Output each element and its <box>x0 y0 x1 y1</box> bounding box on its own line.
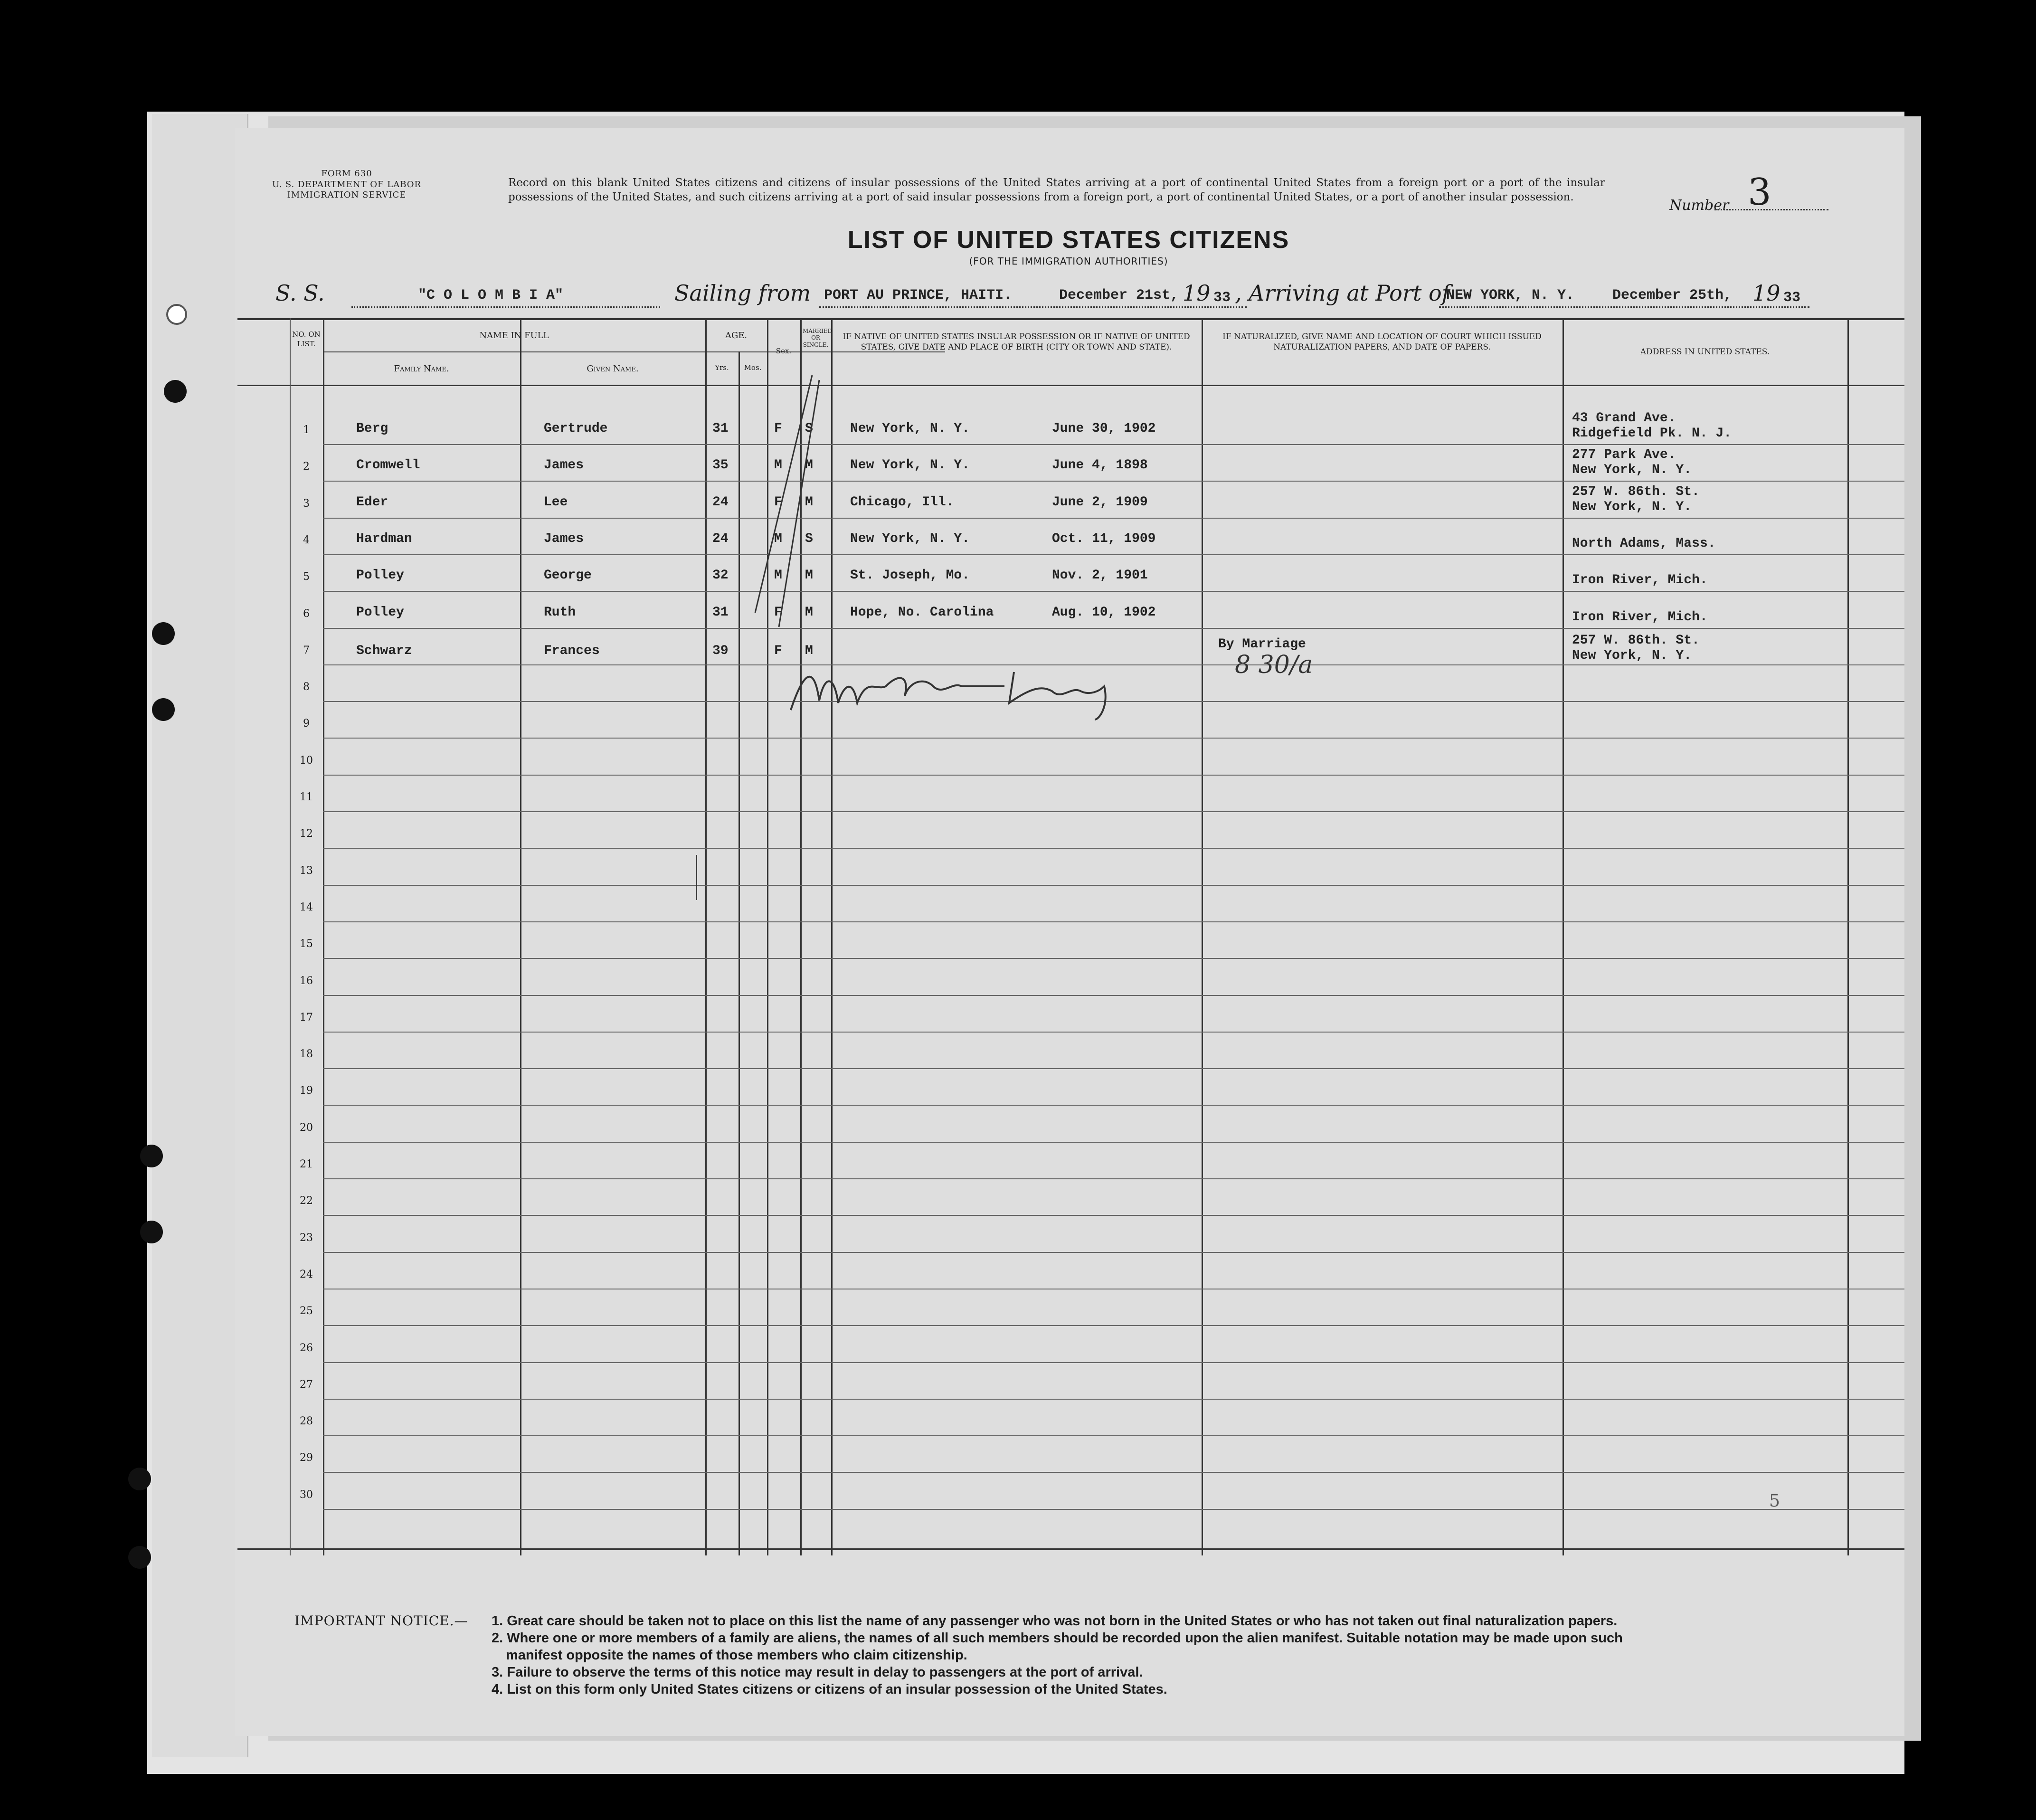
address-line1-cell: 43 Grand Ave. <box>1572 411 1676 426</box>
row-rule <box>323 1178 1904 1179</box>
birth-place-cell: New York, N. Y. <box>850 421 970 436</box>
given-name-cell: George <box>544 568 592 583</box>
row-number: 21 <box>300 1158 313 1170</box>
row-number: 17 <box>300 1011 313 1024</box>
ship-name: "C O L O M B I A" <box>418 287 564 303</box>
row-number: 22 <box>300 1195 313 1207</box>
row-number: 18 <box>300 1048 313 1061</box>
row-rule <box>323 1252 1904 1253</box>
sail-year-prefix: 19 <box>1183 280 1211 306</box>
given-name-cell: James <box>544 531 584 546</box>
page-subtitle: (FOR THE IMMIGRATION AUTHORITIES) <box>969 256 1168 267</box>
col-birth: IF NATIVE OF UNITED STATES INSULAR POSSESSION OR IF NATIVE OF UNITED STATES, GIVE DATE AND PLACE OF BIRTH (CITY OR TOWN AND STATE). <box>843 332 1190 352</box>
table-bottom-rule <box>237 1548 1904 1550</box>
marital-status-cell: M <box>805 643 813 658</box>
column-line <box>323 318 324 1555</box>
sail-year: 33 <box>1213 290 1231 306</box>
row-number: 6 <box>303 607 310 620</box>
address-line1-cell: 277 Park Ave. <box>1572 447 1676 463</box>
row-rule <box>323 1325 1904 1326</box>
address-line2-cell: North Adams, Mass. <box>1572 536 1716 551</box>
birth-date-cell: June 2, 1909 <box>1052 494 1148 510</box>
row-number: 10 <box>300 754 313 767</box>
row-number: 16 <box>300 975 313 987</box>
family-name-cell: Polley <box>356 568 404 583</box>
row-number: 26 <box>300 1342 313 1354</box>
row-number: 13 <box>300 864 313 877</box>
tally-marks <box>736 375 822 632</box>
row-number: 3 <box>303 497 310 510</box>
row-rule <box>323 1435 1904 1436</box>
row-rule <box>323 554 1904 555</box>
given-name-cell: Frances <box>544 643 600 658</box>
age-years-cell: 31 <box>712 421 729 436</box>
family-name-cell: Eder <box>356 494 388 510</box>
sailing-label: Sailing from <box>674 280 811 306</box>
row-number: 2 <box>303 461 310 473</box>
number-underline <box>1714 209 1828 210</box>
punch-hole-icon <box>140 1145 163 1167</box>
number-label: Number <box>1669 197 1729 214</box>
punch-hole-icon <box>152 698 175 721</box>
row-number: 1 <box>303 424 310 436</box>
address-line2-cell: Iron River, Mich. <box>1572 609 1708 625</box>
row-number: 14 <box>300 901 313 913</box>
notice-item: 3. Failure to observe the terms of this notice may result in delay to passengers at the port of arrival. <box>492 1665 1143 1680</box>
birth-place-cell: New York, N. Y. <box>850 531 970 546</box>
column-line <box>1563 318 1564 1555</box>
inspector-signature <box>786 658 1194 726</box>
side-sheet <box>152 114 248 1757</box>
column-line <box>1847 318 1849 1555</box>
row-rule <box>323 1215 1904 1216</box>
signature-icon <box>786 658 1194 724</box>
address-line2-cell: Iron River, Mich. <box>1572 573 1708 588</box>
col-given-name: Given Name. <box>587 364 639 374</box>
passenger-table <box>237 318 1904 1555</box>
row-number: 15 <box>300 938 313 950</box>
marital-status-cell: S <box>805 531 813 546</box>
row-rule <box>323 1399 1904 1400</box>
row-number: 23 <box>300 1232 313 1244</box>
page-title: LIST OF UNITED STATES CITIZENS <box>847 226 1290 254</box>
row-number: 8 <box>303 681 310 693</box>
punch-hole-icon <box>152 622 175 645</box>
form-identifier <box>271 169 423 201</box>
col-no: NO. ON LIST. <box>292 330 321 348</box>
row-rule <box>323 885 1904 886</box>
age-years-cell: 32 <box>712 568 729 583</box>
punch-hole-icon <box>128 1546 151 1569</box>
given-name-cell: Gertrude <box>544 421 608 436</box>
family-name-cell: Polley <box>356 605 404 620</box>
row-rule <box>323 1509 1904 1510</box>
birth-date-cell: June 30, 1902 <box>1052 421 1156 436</box>
col-address: ADDRESS IN UNITED STATES. <box>1640 347 1770 357</box>
row-number: 11 <box>300 791 313 803</box>
naturalized-cell: By Marriage <box>1218 636 1306 652</box>
arriving-label: , Arriving at Port of <box>1235 280 1450 306</box>
sex-cell: F <box>774 605 782 620</box>
table-top-rule <box>237 318 1904 320</box>
given-name-cell: Lee <box>544 494 568 510</box>
notice-item: manifest opposite the names of those members who claim citizenship. <box>506 1648 967 1663</box>
col-family-name: Family Name. <box>394 364 449 374</box>
row-rule <box>323 738 1904 739</box>
marital-status-cell: M <box>805 458 813 473</box>
row-rule <box>323 1068 1904 1069</box>
form-number: FORM 630 <box>321 169 372 179</box>
row-rule <box>323 1032 1904 1033</box>
row-rule <box>323 628 1904 629</box>
notice-item: 4. List on this form only United States citizens or citizens of an insular possession of the United States. <box>492 1682 1167 1697</box>
row-number: 25 <box>300 1305 313 1318</box>
punch-hole-icon <box>140 1221 163 1243</box>
row-rule <box>323 848 1904 849</box>
family-name-cell: Cromwell <box>356 458 420 473</box>
row-rule <box>323 518 1904 519</box>
address-line2-cell: Ridgefield Pk. N. J. <box>1572 426 1732 441</box>
header-rule <box>237 385 1904 386</box>
arrival-line <box>1439 306 1809 308</box>
row-rule <box>323 444 1904 445</box>
list-number: 3 <box>1748 171 1771 214</box>
sex-cell: M <box>774 531 782 546</box>
marital-status-cell: M <box>805 494 813 510</box>
birth-place-cell: New York, N. Y. <box>850 458 970 473</box>
col-sex: Sex. <box>776 347 792 355</box>
col-mos: Mos. <box>744 363 762 372</box>
birth-date-cell: Aug. 10, 1902 <box>1052 605 1156 620</box>
service-name: IMMIGRATION SERVICE <box>287 190 407 200</box>
address-line1-cell: 257 W. 86th. St. <box>1572 633 1700 648</box>
punch-hole-icon <box>164 380 187 403</box>
row-number: 24 <box>300 1268 313 1280</box>
row-rule <box>323 811 1904 812</box>
column-line <box>1202 318 1203 1555</box>
punch-hole-icon <box>128 1468 151 1490</box>
pen-mark <box>696 855 697 900</box>
row-rule <box>323 1142 1904 1143</box>
notice-item: 2. Where one or more members of a family are aliens, the names of all such members should be recorded upon the alien manifest. Suitable notation may be made upon such <box>492 1630 1623 1646</box>
sex-cell: M <box>774 458 782 473</box>
birth-place-cell: St. Joseph, Mo. <box>850 568 970 583</box>
sex-cell: F <box>774 494 782 510</box>
row-rule <box>323 1362 1904 1363</box>
column-line <box>290 318 291 1555</box>
family-name-cell: Schwarz <box>356 643 412 658</box>
row-number: 29 <box>300 1452 313 1464</box>
row-rule <box>323 1472 1904 1473</box>
marital-status-cell: S <box>805 421 813 436</box>
ship-line <box>351 306 660 308</box>
col-naturalized: IF NATURALIZED, GIVE NAME AND LOCATION OF COURT WHICH ISSUED NATURALIZATION PAPERS, AND DATE OF PAPERS. <box>1222 332 1542 352</box>
row-rule <box>323 995 1904 996</box>
address-line1-cell: 257 W. 86th. St. <box>1572 484 1700 499</box>
birth-date-cell: Oct. 11, 1909 <box>1052 531 1156 546</box>
family-name-cell: Hardman <box>356 531 412 546</box>
row-number: 9 <box>303 718 310 730</box>
row-rule <box>323 921 1904 922</box>
col-yrs: Yrs. <box>715 363 729 372</box>
record-instruction: Record on this blank United States citizens and citizens of insular possessions of the United States arriving at a port of continental United States from a foreign port or a port of the insular possessions of the United States, and such citizens arriving at a port of said insular possessions from a foreign port, a port of continental United States, or a port of another insular possession. <box>508 177 1605 203</box>
birth-date-cell: Nov. 2, 1901 <box>1052 568 1148 583</box>
column-line <box>705 318 707 1555</box>
sail-date: December 21st, <box>1059 287 1179 303</box>
age-years-cell: 39 <box>712 643 729 658</box>
row-number: 19 <box>300 1085 313 1097</box>
row-number: 12 <box>300 828 313 840</box>
address-line2-cell: New York, N. Y. <box>1572 499 1692 514</box>
row-number: 4 <box>303 534 310 546</box>
age-years-cell: 31 <box>712 605 729 620</box>
col-age: AGE. <box>725 331 748 341</box>
age-years-cell: 24 <box>712 531 729 546</box>
age-years-cell: 35 <box>712 458 729 473</box>
row-rule <box>323 1105 1904 1106</box>
department-name: U. S. DEPARTMENT OF LABOR <box>272 179 422 190</box>
birth-date-cell: June 4, 1898 <box>1052 458 1148 473</box>
birth-place-cell: Chicago, Ill. <box>850 494 954 510</box>
arrival-port: NEW YORK, N. Y. <box>1446 287 1575 303</box>
age-years-cell: 24 <box>712 494 729 510</box>
given-name-cell: Ruth <box>544 605 576 620</box>
family-name-cell: Berg <box>356 421 388 436</box>
sailing-line <box>819 306 1247 308</box>
sex-cell: F <box>774 421 782 436</box>
address-line2-cell: New York, N. Y. <box>1572 463 1692 478</box>
column-line <box>831 318 833 1555</box>
row-number: 27 <box>300 1378 313 1391</box>
inspector-note: 8 30/a <box>1235 651 1313 679</box>
column-line <box>520 318 521 1555</box>
page-mark: 5 <box>1769 1491 1780 1511</box>
punch-hole-icon <box>166 304 187 325</box>
sex-cell: F <box>774 643 782 658</box>
ss-label: S. S. <box>275 280 325 306</box>
row-rule <box>323 591 1904 592</box>
row-number: 20 <box>300 1121 313 1134</box>
col-married-single: MARRIED OR SINGLE. <box>803 328 833 348</box>
row-number: 30 <box>300 1488 313 1501</box>
col-name-in-full: NAME IN FULL <box>479 331 549 341</box>
marital-status-cell: M <box>805 605 813 620</box>
from-port: PORT AU PRINCE, HAITI. <box>824 287 1013 303</box>
sex-cell: M <box>774 568 782 583</box>
row-rule <box>323 958 1904 959</box>
row-number: 28 <box>300 1415 313 1428</box>
marital-status-cell: M <box>805 568 813 583</box>
given-name-cell: James <box>544 458 584 473</box>
row-rule <box>323 775 1904 776</box>
birth-place-cell: Hope, No. Carolina <box>850 605 994 620</box>
notice-lead: IMPORTANT NOTICE.— <box>294 1613 468 1629</box>
row-number: 5 <box>303 571 310 583</box>
notice-item: 1. Great care should be taken not to place on this list the name of any passenger who was not born in the United States or who has not taken out final naturalization papers. <box>492 1613 1618 1629</box>
arrival-year: 33 <box>1783 290 1801 306</box>
address-line2-cell: New York, N. Y. <box>1572 648 1692 663</box>
arrival-date: December 25th, <box>1612 287 1733 303</box>
row-rule <box>323 481 1904 482</box>
arrival-year-prefix: 19 <box>1752 280 1780 306</box>
row-number: 7 <box>303 644 310 656</box>
